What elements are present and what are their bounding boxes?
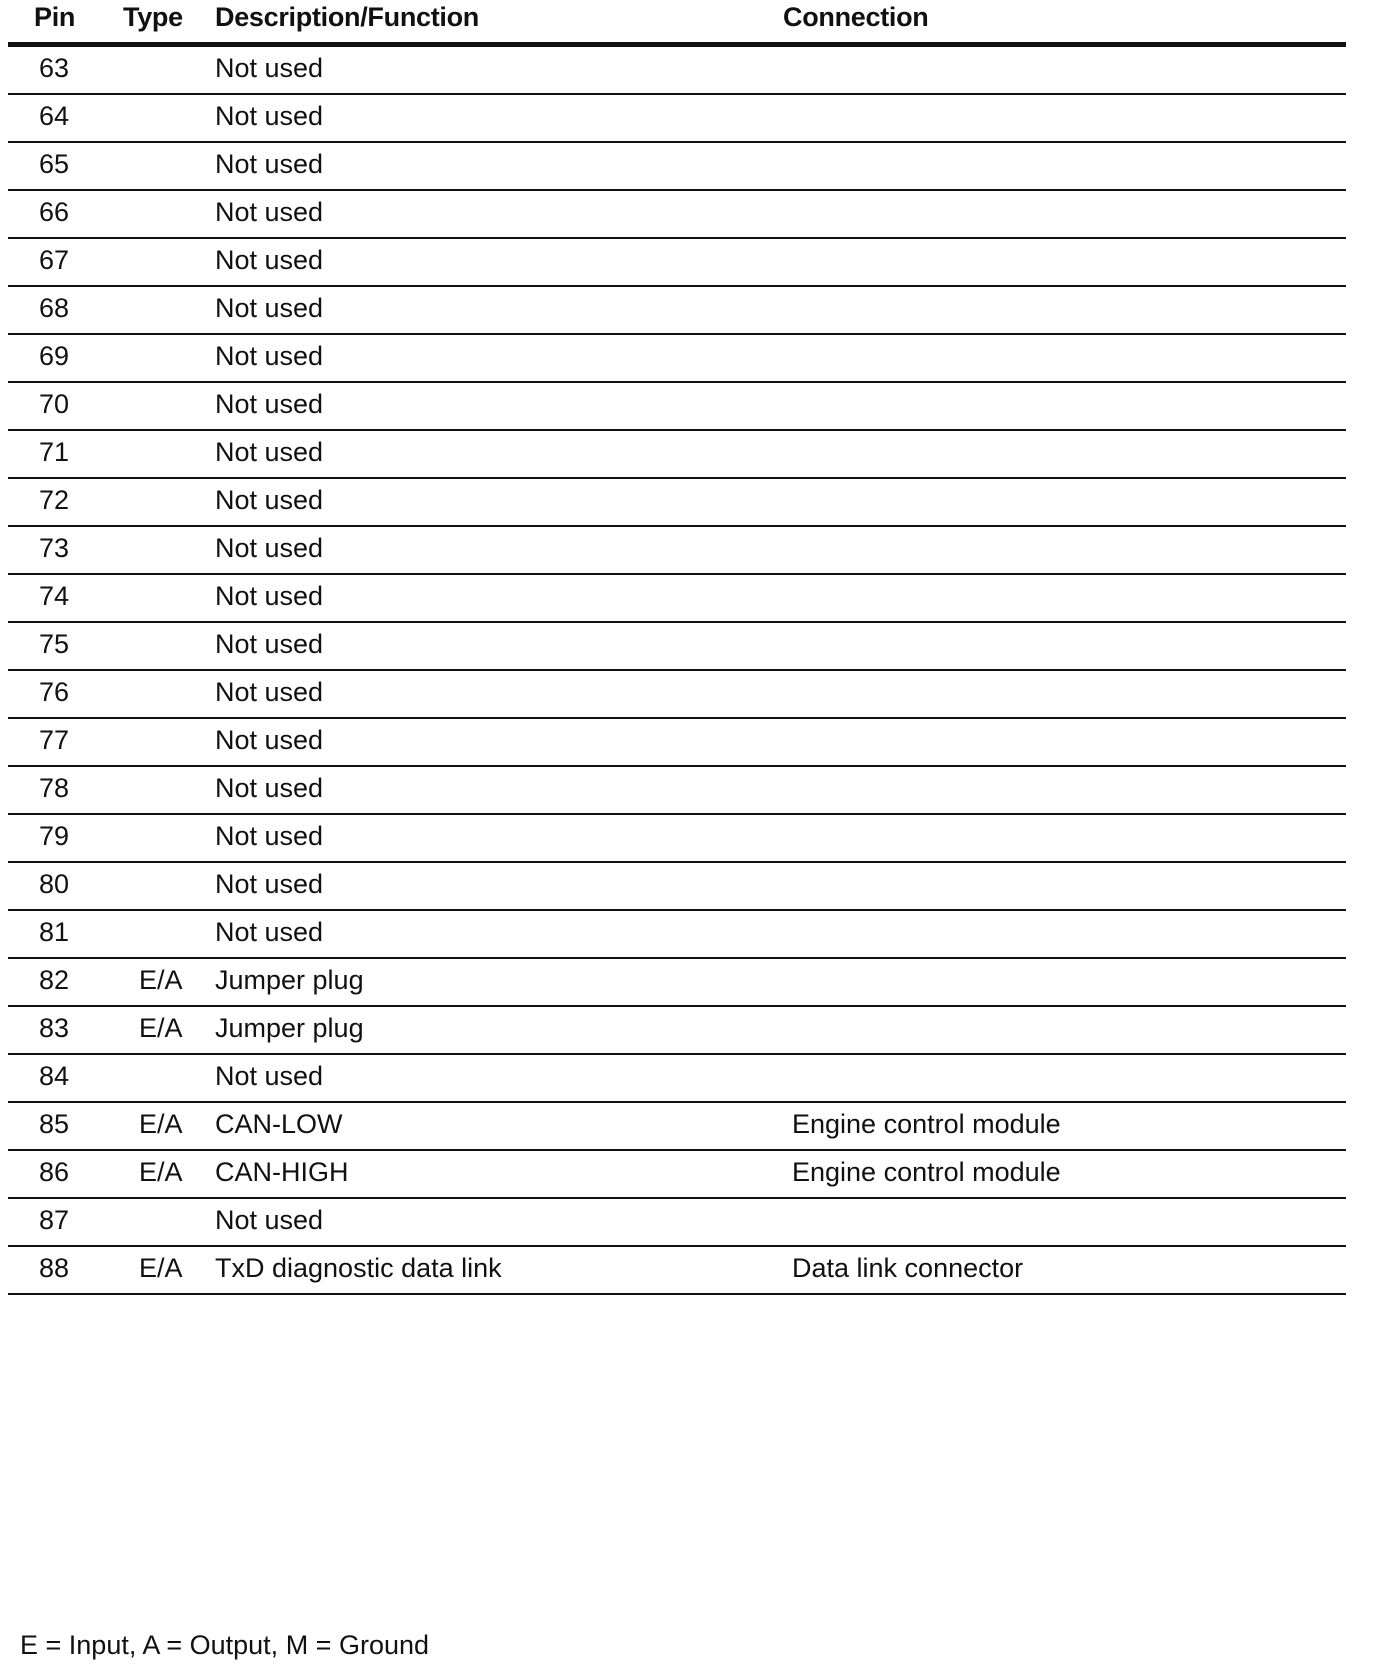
header-type: Type <box>123 2 183 32</box>
table-header <box>8 0 1346 47</box>
header-description: Description/Function <box>215 2 480 32</box>
cell-pin: 85 <box>39 1109 70 1139</box>
cell-description: Not used <box>215 1205 324 1235</box>
table-row <box>8 1103 1346 1151</box>
cell-pin: 73 <box>39 533 70 563</box>
cell-description: Jumper plug <box>215 1013 364 1043</box>
cell-pin: 72 <box>39 485 70 515</box>
cell-type: E/A <box>139 1157 183 1187</box>
table-row <box>8 863 1346 911</box>
cell-type: E/A <box>139 1013 183 1043</box>
cell-description: Not used <box>215 629 324 659</box>
table-row <box>8 671 1346 719</box>
cell-connection: Engine control module <box>792 1109 1061 1139</box>
cell-description: CAN-HIGH <box>215 1157 349 1187</box>
table-row <box>8 479 1346 527</box>
cell-description: Not used <box>215 101 324 131</box>
cell-pin: 83 <box>39 1013 70 1043</box>
cell-pin: 74 <box>39 581 70 611</box>
cell-description: Jumper plug <box>215 965 364 995</box>
cell-description: Not used <box>215 389 324 419</box>
cell-description: Not used <box>215 341 324 371</box>
table-row <box>8 95 1346 143</box>
cell-type: E/A <box>139 1109 183 1139</box>
cell-pin: 81 <box>39 917 70 947</box>
table-row <box>8 815 1346 863</box>
cell-description: CAN-LOW <box>215 1109 343 1139</box>
cell-pin: 78 <box>39 773 70 803</box>
cell-description: Not used <box>215 869 324 899</box>
cell-description: Not used <box>215 149 324 179</box>
cell-description: Not used <box>215 245 324 275</box>
cell-pin: 80 <box>39 869 70 899</box>
cell-description: Not used <box>215 773 324 803</box>
table-row <box>8 143 1346 191</box>
table-row <box>8 1151 1346 1199</box>
cell-pin: 65 <box>39 149 70 179</box>
cell-type: E/A <box>139 965 183 995</box>
cell-description: Not used <box>215 197 324 227</box>
table-body <box>8 47 1346 1295</box>
header-connection: Connection <box>783 2 929 32</box>
header-pin: Pin <box>34 2 76 32</box>
cell-pin: 67 <box>39 245 70 275</box>
cell-description: TxD diagnostic data link <box>215 1253 502 1283</box>
table-row <box>8 431 1346 479</box>
cell-description: Not used <box>215 917 324 947</box>
cell-pin: 86 <box>39 1157 70 1187</box>
cell-pin: 64 <box>39 101 70 131</box>
cell-pin: 75 <box>39 629 70 659</box>
cell-pin: 87 <box>39 1205 70 1235</box>
cell-pin: 77 <box>39 725 70 755</box>
table-row <box>8 47 1346 95</box>
table-row <box>8 1247 1346 1295</box>
table-row <box>8 335 1346 383</box>
table-row <box>8 1007 1346 1055</box>
cell-description: Not used <box>215 485 324 515</box>
table-row <box>8 959 1346 1007</box>
cell-description: Not used <box>215 437 324 467</box>
cell-description: Not used <box>215 533 324 563</box>
cell-description: Not used <box>215 53 324 83</box>
table-row <box>8 191 1346 239</box>
table-row <box>8 719 1346 767</box>
legend-note: E = Input, A = Output, M = Ground <box>20 1630 430 1660</box>
table-row <box>8 767 1346 815</box>
cell-pin: 79 <box>39 821 70 851</box>
cell-pin: 66 <box>39 197 70 227</box>
table-row <box>8 287 1346 335</box>
cell-pin: 69 <box>39 341 70 371</box>
table-row <box>8 239 1346 287</box>
cell-pin: 63 <box>39 53 70 83</box>
cell-description: Not used <box>215 1061 324 1091</box>
table-row <box>8 527 1346 575</box>
table-row <box>8 1055 1346 1103</box>
table-row <box>8 383 1346 431</box>
cell-description: Not used <box>215 581 324 611</box>
cell-pin: 76 <box>39 677 70 707</box>
cell-description: Not used <box>215 821 324 851</box>
table-row <box>8 623 1346 671</box>
cell-connection: Data link connector <box>792 1253 1024 1283</box>
cell-description: Not used <box>215 725 324 755</box>
cell-pin: 70 <box>39 389 70 419</box>
cell-pin: 71 <box>39 437 70 467</box>
cell-pin: 82 <box>39 965 70 995</box>
cell-pin: 84 <box>39 1061 70 1091</box>
table-row <box>8 1199 1346 1247</box>
cell-type: E/A <box>139 1253 183 1283</box>
cell-pin: 88 <box>39 1253 70 1283</box>
cell-description: Not used <box>215 293 324 323</box>
cell-pin: 68 <box>39 293 70 323</box>
cell-description: Not used <box>215 677 324 707</box>
table-row <box>8 911 1346 959</box>
table-row <box>8 575 1346 623</box>
pin-assignment-table <box>8 0 1346 1295</box>
cell-connection: Engine control module <box>792 1157 1061 1187</box>
